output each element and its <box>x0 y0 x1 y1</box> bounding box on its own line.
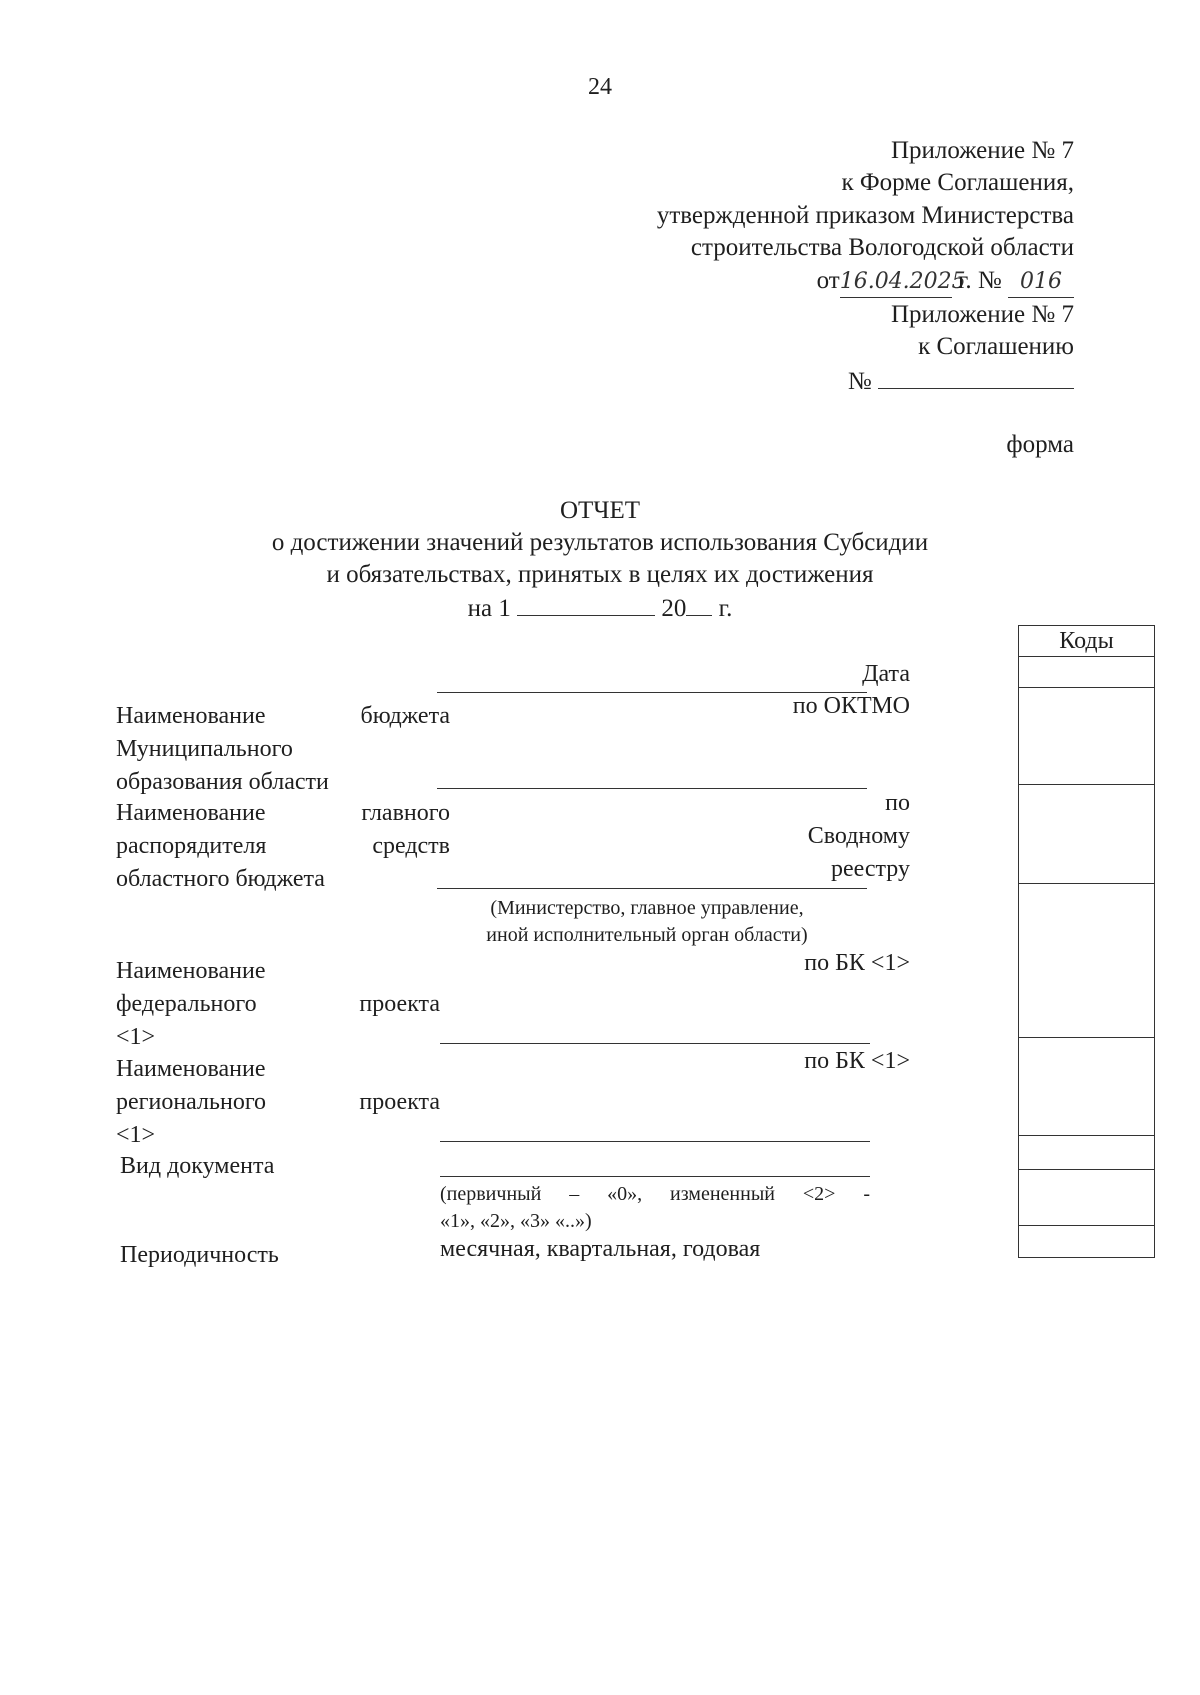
agreement-number-line <box>848 366 1074 397</box>
handwritten-number: 016 <box>1008 267 1074 298</box>
agreement-number-blank[interactable] <box>878 366 1074 389</box>
federal-project-label-1: Наименование <box>116 958 266 984</box>
manager-label-1: Наименование главного <box>116 800 450 826</box>
bk-federal-label: по БК <1> <box>804 950 910 976</box>
manager-input-line[interactable] <box>437 888 867 889</box>
oktmo-label: по ОКТМО <box>792 693 910 719</box>
regional-project-label-2: регионального проекта <box>116 1089 440 1115</box>
report-year-blank[interactable] <box>686 593 712 616</box>
budget-name-input-line[interactable] <box>437 788 867 789</box>
code-cell-doc-type[interactable] <box>1019 1135 1154 1169</box>
report-heading: ОТЧЕТ <box>559 497 641 524</box>
code-cell-registry[interactable] <box>1019 784 1154 883</box>
appendix-line-3: утвержденной приказом Министерства <box>656 202 1074 229</box>
registry-label-1: по <box>885 790 910 816</box>
appendix-line-7: к Соглашению <box>918 333 1074 360</box>
page-number: 24 <box>588 74 612 100</box>
appendix-line-1: Приложение № 7 <box>890 137 1074 164</box>
codes-header: Коды <box>1059 628 1114 654</box>
report-date-line <box>0 593 1200 624</box>
manager-hint-1: (Министерство, главное управление, <box>490 897 804 919</box>
year-number-label: г. № <box>957 267 1002 294</box>
codes-table <box>1018 625 1155 1258</box>
date-prefix: от <box>816 267 840 294</box>
federal-project-label-3: <1> <box>116 1024 156 1050</box>
number-label: № <box>847 368 872 395</box>
date-input-line[interactable] <box>437 692 867 693</box>
manager-label-2: распорядителя средств <box>116 833 450 859</box>
date-label: Дата <box>862 661 910 687</box>
registry-label-2: Сводному <box>807 823 910 849</box>
report-date-prefix: на 1 <box>467 595 511 622</box>
periodicity-value: месячная, квартальная, годовая <box>440 1236 761 1262</box>
form-label: форма <box>1006 431 1074 458</box>
doc-type-hint-1: (первичный – «0», измененный <2> - <box>440 1183 870 1205</box>
doc-type-label: Вид документа <box>120 1153 275 1179</box>
federal-project-label-2: федерального проекта <box>116 991 440 1017</box>
regional-project-label-3: <1> <box>116 1122 156 1148</box>
registry-label-3: реестру <box>830 856 910 882</box>
code-cell-date[interactable] <box>1019 656 1154 687</box>
code-cell-oktmo[interactable] <box>1019 687 1154 784</box>
appendix-line-4: строительства Вологодской области <box>690 234 1074 261</box>
regional-project-label-1: Наименование <box>116 1056 266 1082</box>
appendix-line-2: к Форме Соглашения, <box>841 169 1074 196</box>
bk-regional-label: по БК <1> <box>804 1048 910 1074</box>
report-subtitle-1: о достижении значений результатов использования Субсидии <box>271 529 929 556</box>
code-cell-doc-type-2[interactable] <box>1019 1169 1154 1225</box>
manager-label-3: областного бюджета <box>116 866 325 892</box>
budget-name-label-1: Наименование бюджета <box>116 703 450 729</box>
doc-type-hint-2: «1», «2», «3» «..») <box>440 1210 592 1232</box>
report-subtitle-2: и обязательствах, принятых в целях их достижения <box>326 561 874 588</box>
report-year-prefix: 20 <box>661 595 687 622</box>
periodicity-label: Периодичность <box>120 1242 279 1268</box>
federal-project-input-line[interactable] <box>440 1043 870 1044</box>
doc-type-input-line[interactable] <box>440 1176 870 1177</box>
appendix-order-date-line <box>817 266 1074 298</box>
report-date-blank[interactable] <box>517 593 655 616</box>
appendix-line-6: Приложение № 7 <box>890 301 1074 328</box>
code-cell-bk-federal[interactable] <box>1019 883 1154 1037</box>
handwritten-date: 16.04.2025 <box>840 267 952 298</box>
budget-name-label-3: образования области <box>116 769 329 795</box>
code-cell-bk-regional[interactable] <box>1019 1037 1154 1135</box>
report-year-suffix: г. <box>718 595 733 622</box>
regional-project-input-line[interactable] <box>440 1141 870 1142</box>
code-cell-periodicity[interactable] <box>1019 1225 1154 1257</box>
budget-name-label-2: Муниципального <box>116 736 293 762</box>
manager-hint-2: иной исполнительный орган области) <box>486 924 808 946</box>
